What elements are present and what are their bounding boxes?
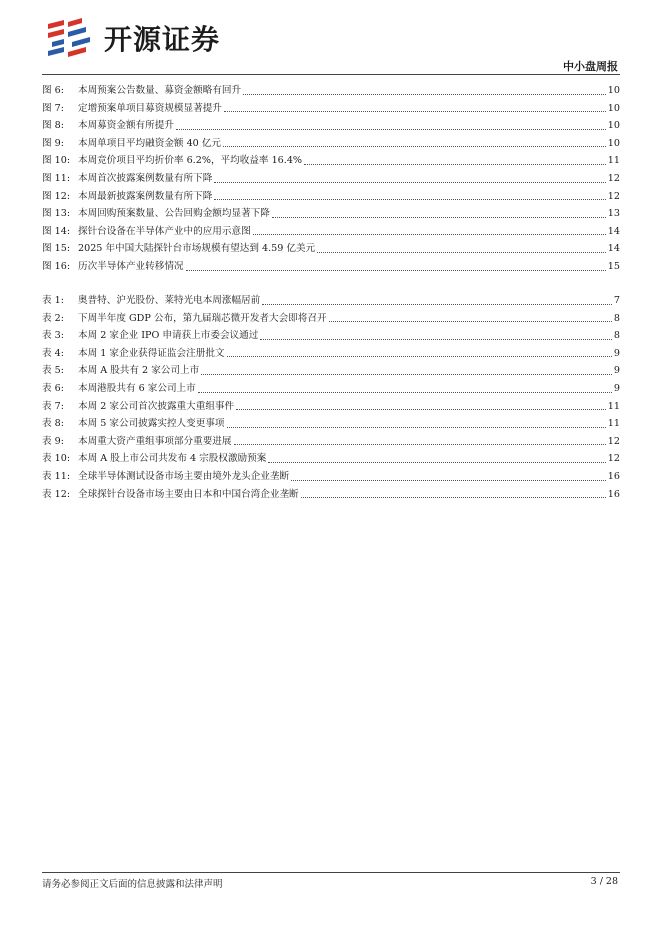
entry-page: 15: [607, 260, 620, 272]
entry-page: 10: [607, 120, 620, 132]
entry-label: 表 9:: [42, 435, 64, 447]
entry-title: 本周单项目平均融资金额 40 亿元: [78, 137, 222, 149]
dot-leader: [253, 233, 606, 235]
dot-leader: [214, 181, 605, 183]
entry-page: 7: [613, 295, 620, 306]
figure-entry[interactable]: [42, 100, 620, 118]
dot-leader: [329, 320, 612, 322]
dot-leader: [198, 391, 612, 393]
dot-leader: [201, 373, 612, 375]
dot-leader: [227, 426, 606, 428]
entry-page: 12: [607, 453, 620, 465]
dot-leader: [262, 303, 612, 305]
entry-label: 图 14:: [42, 225, 71, 237]
entry-label: 图 6:: [42, 85, 64, 96]
dot-leader: [227, 355, 612, 357]
entry-title: 本周募资金额有所提升: [78, 120, 174, 132]
entry-label: 图 13:: [42, 208, 71, 220]
entry-title: 本周 A 股上市公司共发布 4 宗股权激励预案: [78, 453, 267, 465]
entry-label: 图 11:: [42, 172, 71, 184]
entry-label: 表 1:: [42, 295, 64, 306]
entry-title: 本周首次披露案例数量有所下降: [78, 172, 213, 184]
entry-label: 图 7:: [42, 102, 64, 114]
entry-label: 表 10:: [42, 453, 71, 465]
entry-title: 本周重大资产重组事项部分重要进展: [78, 435, 232, 447]
entry-page: 16: [607, 470, 620, 482]
table-entry[interactable]: [42, 450, 620, 468]
entry-title: 本周 1 家企业获得证监会注册批文: [78, 347, 225, 359]
entry-title: 本周 2 家企业 IPO 申请获上市委会议通过: [78, 330, 259, 342]
dot-leader: [223, 145, 606, 147]
entry-page: 8: [613, 330, 620, 342]
table-entry[interactable]: [42, 292, 620, 310]
entry-title: 历次半导体产业转移情况: [78, 260, 184, 272]
entry-title: 全球探针台设备市场主要由日本和中国台湾企业垄断: [78, 488, 299, 500]
table-list: [42, 292, 620, 503]
page-number: 3 / 28: [590, 876, 618, 887]
figure-entry[interactable]: [42, 258, 620, 276]
table-entry[interactable]: [42, 362, 620, 380]
figure-list: [42, 82, 620, 276]
dot-leader: [176, 128, 606, 130]
dot-leader: [224, 110, 606, 112]
figure-entry[interactable]: [42, 205, 620, 223]
entry-label: 表 2:: [42, 312, 64, 324]
entry-label: 表 6:: [42, 382, 64, 394]
entry-label: 表 12:: [42, 488, 71, 500]
figure-entry[interactable]: [42, 135, 620, 153]
table-entry[interactable]: [42, 310, 620, 328]
report-type-label: 中小盘周报: [563, 60, 618, 73]
figure-entry[interactable]: [42, 170, 620, 188]
dot-leader: [272, 216, 606, 218]
entry-title: 本周竞价项目平均折价率 6.2%，平均收益率 16.4%: [78, 155, 303, 167]
header-divider: [42, 74, 620, 75]
entry-page: 13: [607, 208, 620, 220]
dot-leader: [304, 163, 606, 165]
figure-entry[interactable]: [42, 117, 620, 135]
entry-label: 表 4:: [42, 347, 64, 359]
table-entry[interactable]: [42, 468, 620, 486]
entry-title: 全球半导体测试设备市场主要由境外龙头企业垄断: [78, 470, 290, 482]
entry-page: 9: [613, 365, 620, 377]
entry-label: 图 8:: [42, 120, 64, 132]
dot-leader: [268, 461, 605, 463]
figure-entry[interactable]: [42, 223, 620, 241]
dot-leader: [214, 198, 605, 200]
entry-page: 12: [607, 172, 620, 184]
dot-leader: [291, 479, 606, 481]
entry-page: 11: [607, 155, 620, 167]
dot-leader: [260, 338, 612, 340]
entry-title: 奥普特、沪光股份、莱特光电本周涨幅居前: [78, 295, 261, 306]
entry-label: 图 15:: [42, 243, 71, 255]
brand-logo: [42, 16, 220, 60]
brand-name: 开源证券: [104, 23, 221, 56]
entry-page: 8: [613, 312, 620, 324]
entry-page: 12: [607, 435, 620, 447]
entry-title: 本周 A 股共有 2 家公司上市: [78, 365, 200, 377]
entry-label: 图 10:: [42, 155, 71, 167]
entry-page: 11: [607, 418, 620, 430]
entry-page: 14: [607, 225, 620, 237]
footer-divider: [42, 872, 620, 873]
table-entry[interactable]: [42, 380, 620, 398]
entry-page: 9: [613, 382, 620, 394]
table-entry[interactable]: [42, 415, 620, 433]
entry-page: 10: [607, 85, 620, 96]
entry-title: 2025 年中国大陆探针台市场规模有望达到 4.59 亿美元: [78, 243, 316, 255]
entry-label: 表 8:: [42, 418, 64, 430]
entry-title: 定增预案单项目募资规模显著提升: [78, 102, 222, 114]
dot-leader: [317, 251, 606, 253]
dot-leader: [186, 269, 606, 271]
entry-page: 12: [607, 190, 620, 202]
entry-page: 16: [607, 488, 620, 500]
dot-leader: [301, 496, 606, 498]
entry-page: 11: [607, 400, 620, 412]
figure-entry[interactable]: [42, 152, 620, 170]
dot-leader: [243, 93, 606, 95]
entry-title: 本周 5 家公司披露实控人变更事项: [78, 418, 225, 430]
figure-entry[interactable]: [42, 188, 620, 206]
table-entry[interactable]: [42, 398, 620, 416]
table-entry[interactable]: [42, 327, 620, 345]
figure-entry[interactable]: [42, 82, 620, 100]
table-entry[interactable]: [42, 486, 620, 504]
entry-label: 表 11:: [42, 470, 71, 482]
entry-label: 图 12:: [42, 190, 71, 202]
entry-title: 本周回购预案数量、公告回购金额均显著下降: [78, 208, 270, 220]
entry-page: 10: [607, 102, 620, 114]
footer-disclaimer: 请务必参阅正文后面的信息披露和法律声明: [42, 879, 223, 890]
dot-leader: [234, 443, 606, 445]
entry-page: 14: [607, 243, 620, 255]
entry-page: 10: [607, 137, 620, 149]
entry-label: 表 3:: [42, 330, 64, 342]
figure-entry[interactable]: [42, 240, 620, 258]
entry-label: 表 5:: [42, 365, 64, 377]
entry-title: 本周预案公告数量、募资金额略有回升: [78, 85, 242, 96]
brand-mark-icon: [42, 16, 98, 60]
entry-title: 下周半年度 GDP 公布，第九届瑞芯微开发者大会即将召开: [78, 312, 327, 324]
entry-label: 图 16:: [42, 260, 71, 272]
entry-title: 本周港股共有 6 家公司上市: [78, 382, 196, 394]
entry-title: 本周 2 家公司首次披露重大重组事件: [78, 400, 235, 412]
entry-label: 图 9:: [42, 137, 64, 149]
entry-label: 表 7:: [42, 400, 64, 412]
table-entry[interactable]: [42, 433, 620, 451]
dot-leader: [236, 408, 606, 410]
entry-title: 本周最新披露案例数量有所下降: [78, 190, 213, 202]
entry-title: 探针台设备在半导体产业中的应用示意图: [78, 225, 251, 237]
table-entry[interactable]: [42, 345, 620, 363]
entry-page: 9: [613, 347, 620, 359]
